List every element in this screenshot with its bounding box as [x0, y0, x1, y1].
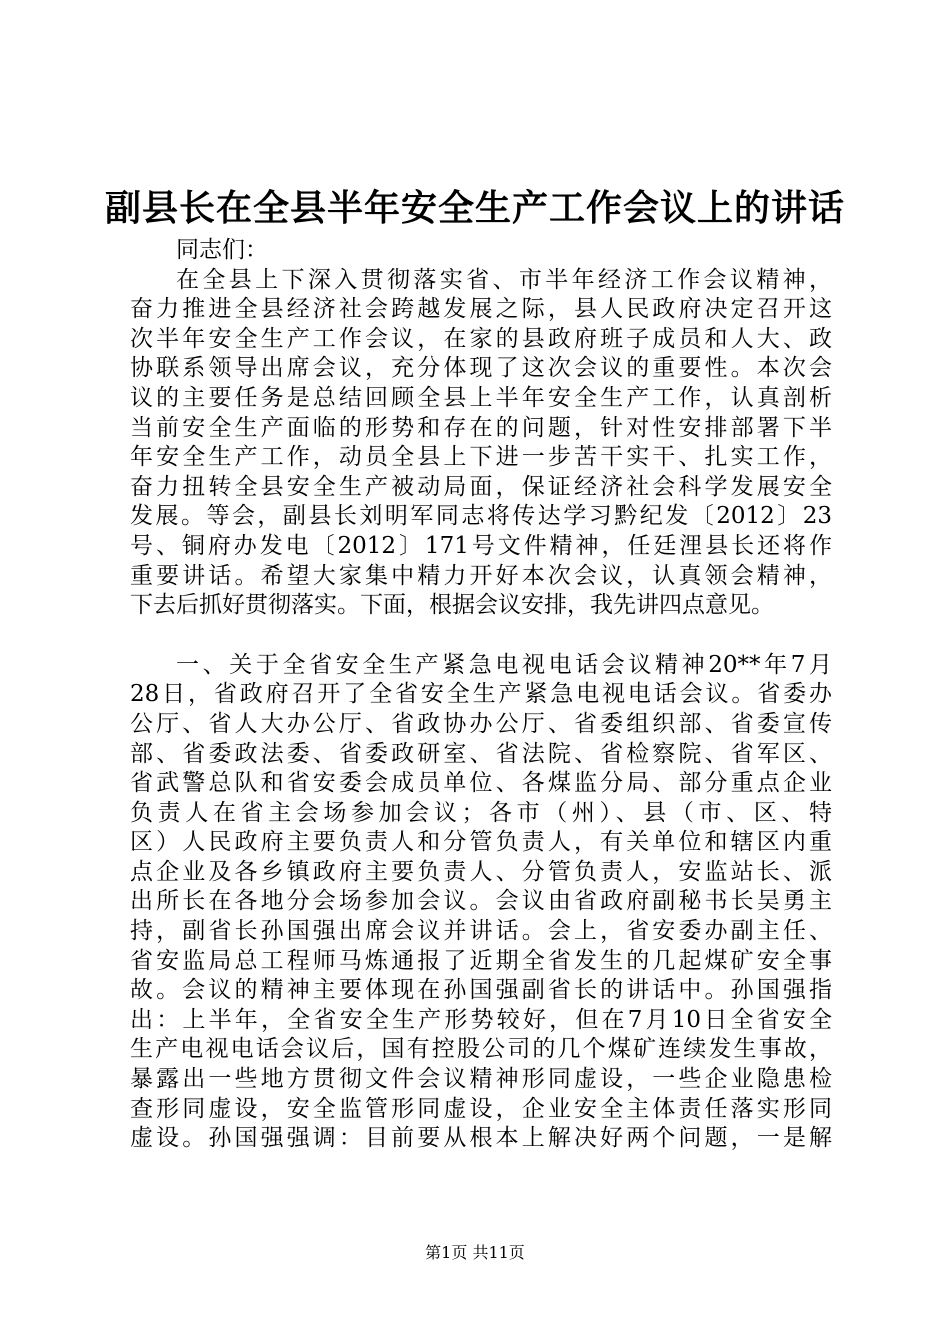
paragraph-line: 暴露出一些地方贯彻文件会议精神形同虚设，一些企业隐患检 [130, 1066, 832, 1093]
paragraph-line: 议的主要任务是总结回顾全县上半年安全生产工作，认真剖析 [130, 384, 832, 411]
paragraph-line: 一、关于全省安全生产紧急电视电话会议精神20**年7月 [176, 651, 832, 678]
paragraph-line: 虚设。孙国强强调：目前要从根本上解决好两个问题，一是解 [130, 1125, 832, 1152]
paragraph-line: 号、铜府办发电〔2012〕171号文件精神，任廷浬县长还将作 [130, 532, 832, 559]
paragraph-line: 省武警总队和省安委会成员单位、各煤监分局、部分重点企业 [130, 770, 832, 797]
paragraph-line: 下去后抓好贯彻落实。下面，根据会议安排，我先讲四点意见。 [130, 592, 774, 619]
paragraph-line: 生产电视电话会议后，国有控股公司的几个煤矿连续发生事故， [130, 1036, 832, 1063]
paragraph-2 [130, 651, 832, 1154]
page-title: 副县长在全县半年安全生产工作会议上的讲话 [104, 187, 845, 229]
paragraph-line: 当前安全生产面临的形势和存在的问题，针对性安排部署下半 [130, 414, 832, 441]
paragraph-line: 公厅、省人大办公厅、省政协办公厅、省委组织部、省委宣传 [130, 710, 832, 737]
paragraph-spacer [130, 621, 832, 651]
paragraph-line: 负责人在省主会场参加会议；各市（州）、县（市、区、特 [130, 799, 832, 826]
paragraph-line: 出：上半年，全省安全生产形势较好，但在7月10日全省安全 [130, 1006, 832, 1033]
paragraph-line: 重要讲话。希望大家集中精力开好本次会议，认真领会精神， [130, 562, 832, 589]
paragraph-line: 持，副省长孙国强出席会议并讲话。会上，省安委办副主任、 [130, 918, 832, 945]
paragraph-line: 在全县上下深入贯彻落实省、市半年经济工作会议精神， [176, 266, 832, 293]
paragraph-1 [130, 266, 832, 621]
paragraph-line: 奋力推进全县经济社会跨越发展之际，县人民政府决定召开这 [130, 296, 832, 323]
paragraph-line: 查形同虚设，安全监管形同虚设，企业安全主体责任落实形同 [130, 1095, 832, 1122]
paragraph-line: 次半年安全生产工作会议，在家的县政府班子成员和人大、政 [130, 325, 832, 352]
paragraph-line: 奋力扭转全县安全生产被动局面，保证经济社会科学发展安全 [130, 473, 832, 500]
document-body [130, 236, 832, 1154]
salutation: 同志们： [176, 237, 268, 263]
paragraph-line: 省安监局总工程师马炼通报了近期全省发生的几起煤矿安全事 [130, 947, 832, 974]
paragraph-line: 出所长在各地分会场参加会议。会议由省政府副秘书长吴勇主 [130, 888, 832, 915]
paragraph-line: 协联系领导出席会议，充分体现了这次会议的重要性。本次会 [130, 355, 832, 382]
paragraph-line: 区）人民政府主要负责人和分管负责人，有关单位和辖区内重 [130, 829, 832, 856]
paragraph-line: 28日，省政府召开了全省安全生产紧急电视电话会议。省委办 [130, 681, 832, 708]
paragraph-line: 年安全生产工作，动员全县上下进一步苦干实干、扎实工作， [130, 444, 832, 471]
paragraph-line: 部、省委政法委、省委政研室、省法院、省检察院、省军区、 [130, 740, 832, 767]
paragraph-line: 故。会议的精神主要体现在孙国强副省长的讲话中。孙国强指 [130, 977, 832, 1004]
page-footer: 第1页 共11页 [425, 1243, 525, 1262]
paragraph-line: 点企业及各乡镇政府主要负责人、分管负责人，安监站长、派 [130, 858, 832, 885]
paragraph-line: 发展。等会，副县长刘明军同志将传达学习黔纪发〔2012〕23 [130, 503, 832, 530]
